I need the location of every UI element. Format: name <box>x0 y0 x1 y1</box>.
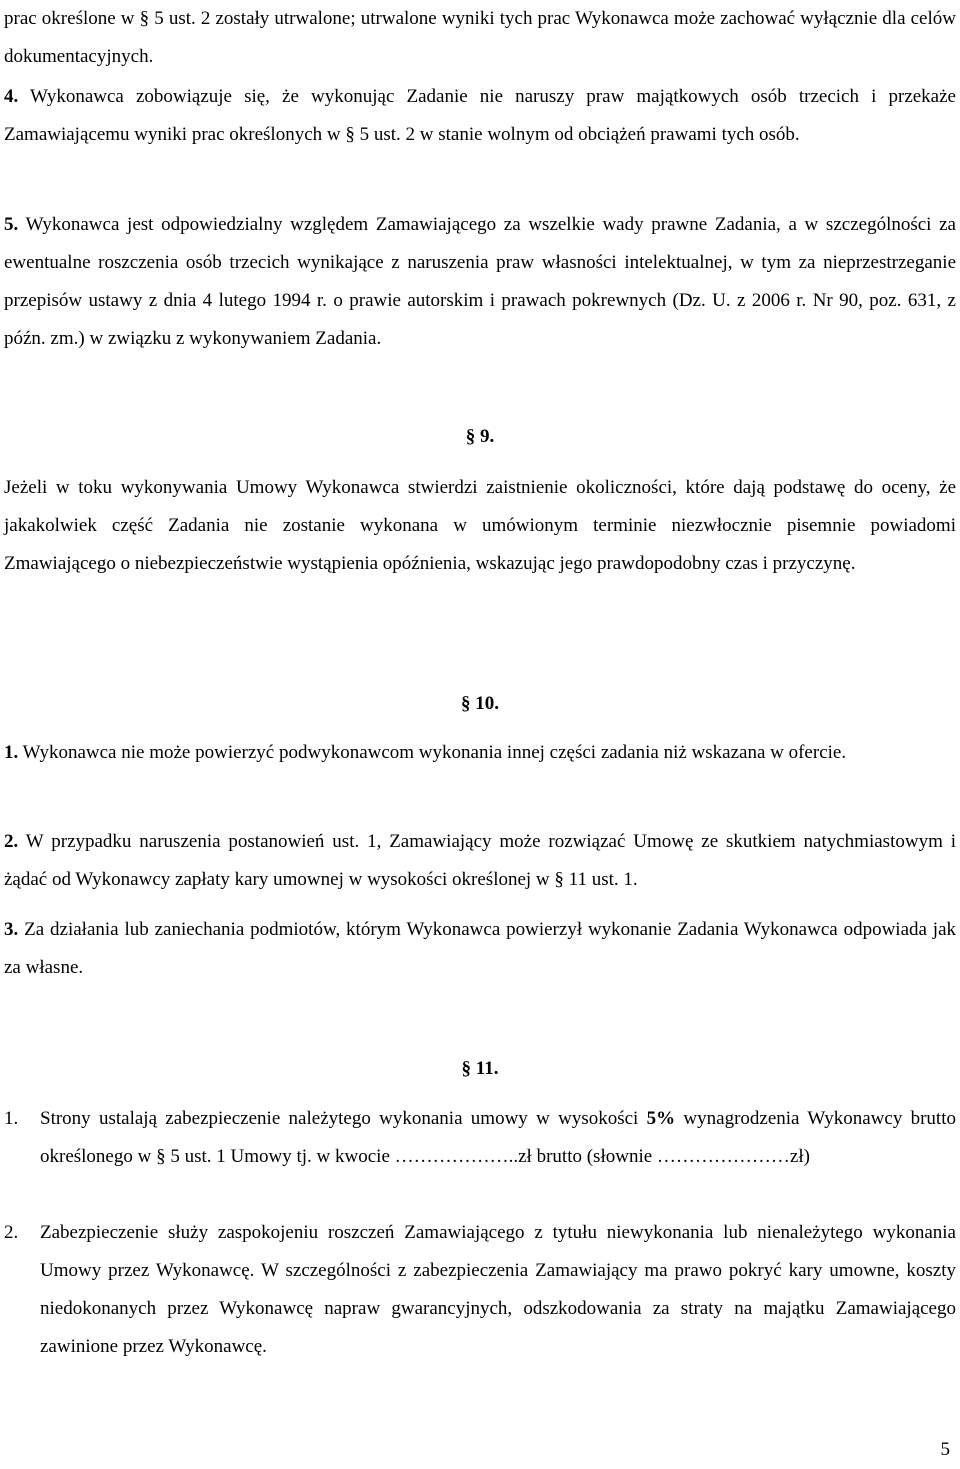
section-9-text: Jeżeli w toku wykonywania Umowy Wykonawca stwierdzi zaistnienie okoliczności, które dają podstawę do oceny, że jakakolwiek część Zadania nie zostanie wykonana w umówionym terminie niezwłocznie pisemnie powiadomi Zmawiającego o niebezpieczeństwie wystąpienia opóźnienia, wskazując jego prawdopodobny czas i przyczynę. <box>4 477 956 574</box>
section-heading-11: § 11. <box>461 1058 499 1079</box>
point-number: 1. <box>4 742 19 763</box>
point-text-part: Strony ustalają zabezpieczenie należytego wykonania umowy w wysokości <box>40 1108 639 1129</box>
point-text: Wykonawca nie może powierzyć podwykonawcom wykonania innej części zadania niż wskazana w ofercie. <box>22 742 847 763</box>
section-10-point-3 <box>4 911 956 987</box>
section-11-point-2 <box>4 1214 956 1366</box>
point-text: Za działania lub zaniechania podmiotów, którym Wykonawca powierzył wykonanie Zadania Wykonawca odpowiada jak za własne. <box>4 919 957 978</box>
paragraph-5 <box>4 206 956 358</box>
point-number: 2. <box>4 831 19 852</box>
point-number: 1. <box>4 1108 19 1129</box>
point-text-part: wynagrodzenia Wykonawcy brutto określonego w § 5 ust. 1 Umowy tj. w kwocie ………………..zł brutto (słownie …………………zł) <box>40 1108 956 1167</box>
point-text: W przypadku naruszenia postanowień ust. 1, Zamawiający może rozwiązać Umowę ze skutkiem natychmiastowym i żądać od Wykonawcy zapłaty kary umownej w wysokości określonej w § 11 ust. 1. <box>4 831 956 890</box>
paragraph-number: 4. <box>4 86 19 107</box>
point-text <box>40 1100 956 1176</box>
section-10-point-2 <box>4 823 956 899</box>
paragraph-text: prac określone w § 5 ust. 2 zostały utrwalone; utrwalone wyniki tych prac Wykonawca może zachować wyłącznie dla celów dokumentacyjnych. <box>4 8 956 67</box>
point-number: 2. <box>4 1222 19 1243</box>
section-heading-9: § 9. <box>465 426 495 447</box>
point-text: Zabezpieczenie służy zaspokojeniu roszczeń Zamawiającego z tytułu niewykonania lub nienależytego wykonania Umowy przez Wykonawcę. W szczególności z zabezpieczenia Zamawiający ma prawo pokryć kary umowne, koszty niedokonanych przez Wykonawcę napraw gwarancyjnych, odszkodowania za straty na majątku Zamawiającego zawinione przez Wykonawcę. <box>40 1222 956 1357</box>
section-heading-10: § 10. <box>461 693 499 714</box>
page-number: 5 <box>940 1439 950 1460</box>
paragraph-text: Wykonawca jest odpowiedzialny względem Zamawiającego za wszelkie wady prawne Zadania, a w szczególności za ewentualne roszczenia osób trzecich wynikające z naruszenia praw własności intelektualnej, w tym za nieprzestrzeganie przepisów ustawy z dnia 4 lutego 1994 r. o prawie autorskim i prawach pokrewnych (Dz. U. z 2006 r. Nr 90, poz. 631, z późn. zm.) w związku z wykonywaniem Zadania. <box>4 214 956 349</box>
percent-value: 5% <box>646 1108 676 1129</box>
paragraph-4 <box>4 78 956 154</box>
section-10-point-1 <box>4 734 956 772</box>
paragraph-text: Wykonawca zobowiązuje się, że wykonując Zadanie nie naruszy praw majątkowych osób trzecich i przekaże Zamawiającemu wyniki prac określonych w § 5 ust. 2 w stanie wolnym od obciążeń prawami tych osób. <box>4 86 956 145</box>
point-number: 3. <box>4 919 19 940</box>
paragraph-continuation <box>4 0 956 76</box>
paragraph-number: 5. <box>4 214 19 235</box>
section-11-point-1 <box>4 1100 956 1176</box>
